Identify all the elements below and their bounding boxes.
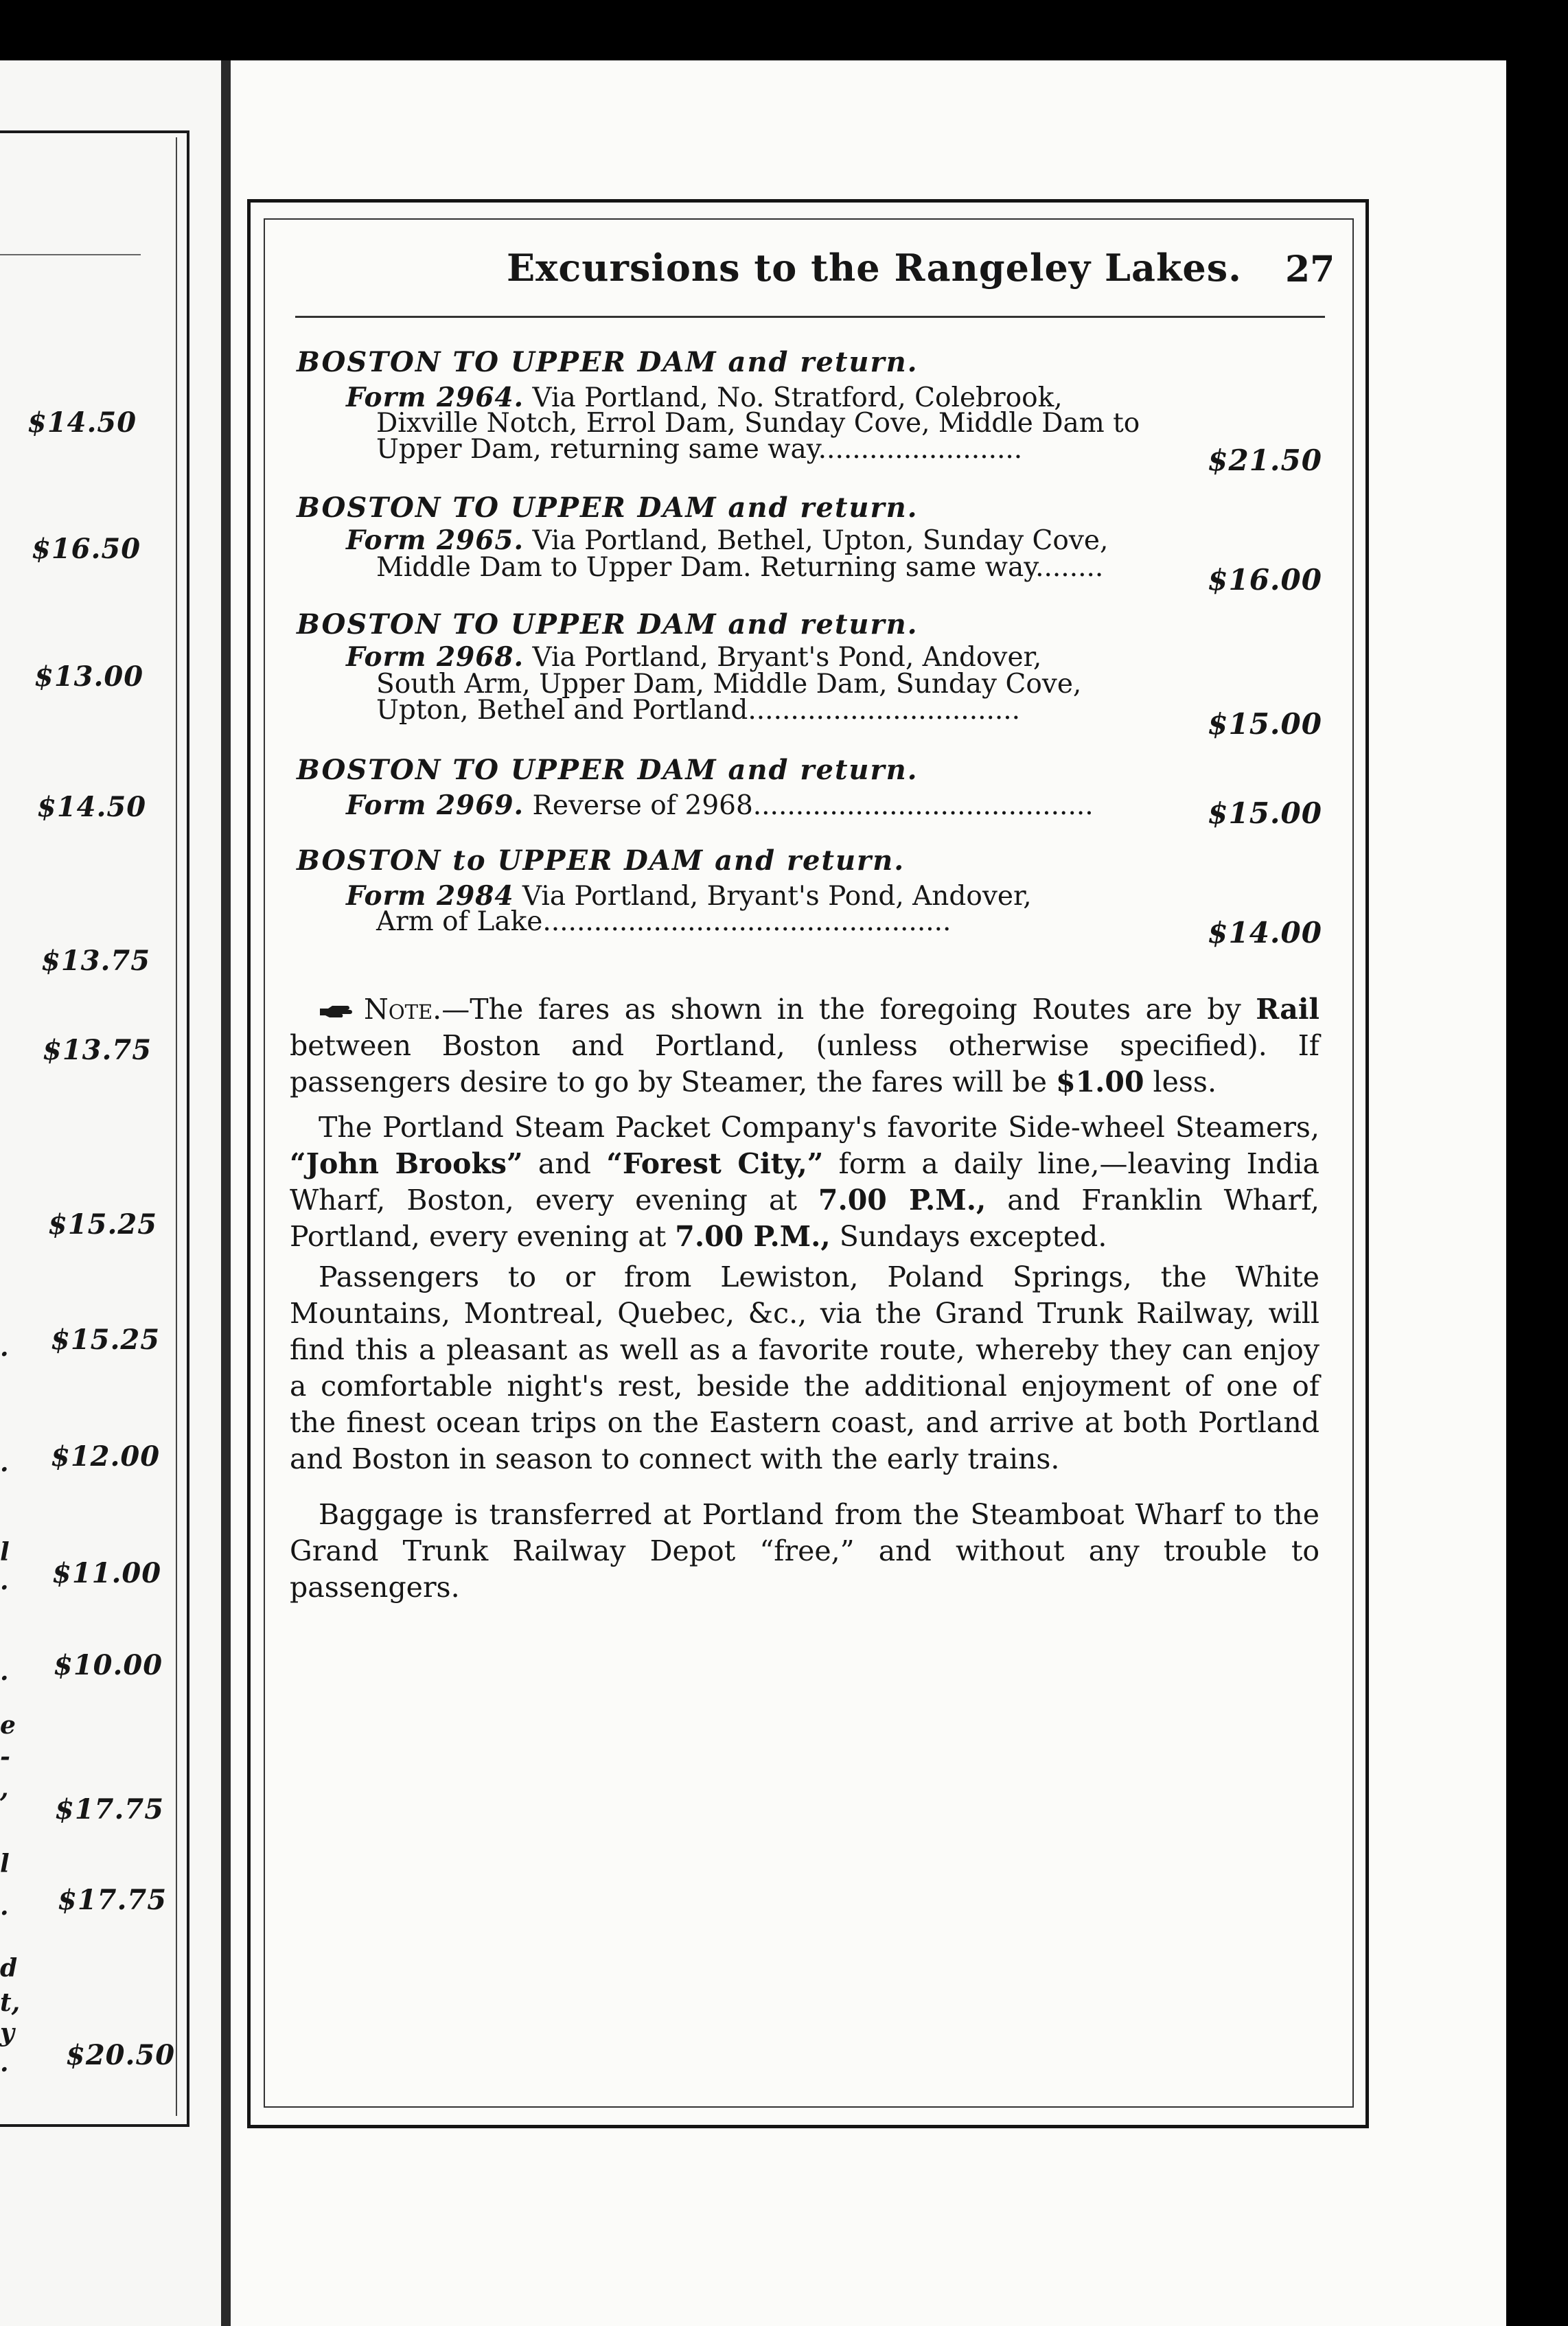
left-price: $10.00 [54, 1649, 163, 1681]
route-text: Reverse of 2968........................................ [532, 790, 1094, 821]
left-text-fragment: l [0, 1538, 10, 1567]
pointing-hand-icon [319, 1004, 357, 1020]
running-header-title: Excursions to the Rangeley Lakes. [507, 246, 1242, 290]
left-text-fragment: . [0, 1449, 9, 1477]
route-line: South Arm, Upper Dam, Middle Dam, Sunday Cove, [376, 669, 1082, 700]
left-text-fragment: - [0, 1742, 10, 1771]
baggage-paragraph [290, 1497, 1319, 1606]
left-text-fragment: t, [0, 1988, 21, 2017]
left-text-fragment: d [0, 1954, 18, 1983]
route-text: Via Portland, Bethel, Upton, Sunday Cove, [532, 525, 1109, 556]
note-label: Note. [364, 993, 442, 1026]
route-price: $15.00 [1208, 796, 1322, 830]
left-price: $20.50 [66, 2039, 176, 2071]
baggage-text: Baggage is transferred at Portland from the Steamboat Wharf to the Grand Trunk Railway Depot “free,” and without any trouble to passengers. [290, 1498, 1319, 1604]
left-page-header-rule [0, 254, 141, 255]
passengers-paragraph [290, 1259, 1319, 1477]
note-rail: Rail [1256, 993, 1319, 1026]
route-line: Middle Dam to Upper Dam. Returning same way........ [376, 552, 1104, 583]
route-price: $14.00 [1208, 916, 1322, 949]
route-text: Via Portland, Bryant's Pond, Andover, [522, 881, 1032, 912]
form-number: Form 2984 [346, 880, 514, 912]
left-text-fragment: e [0, 1711, 16, 1740]
left-text-fragment: l [0, 1850, 10, 1878]
route-title: BOSTON TO UPPER DAM and return. [297, 608, 919, 641]
left-price: $15.25 [48, 1208, 158, 1241]
route-text: Via Portland, Bryant's Pond, Andover, [532, 642, 1042, 673]
route-line: Upper Dam, returning same way........................ [376, 434, 1023, 465]
form-number: Form 2965. [346, 525, 524, 556]
left-text-fragment: , [0, 1774, 9, 1803]
route-price: $21.50 [1208, 444, 1322, 477]
left-price: $14.50 [27, 406, 137, 439]
route-line: Upton, Bethel and Portland................................ [376, 695, 1021, 726]
route-title: BOSTON to UPPER DAM and return. [297, 844, 906, 877]
left-price: $14.50 [37, 791, 147, 823]
steamers-text: and Franklin Wharf, Portland, every evening at [290, 1184, 1319, 1253]
note-text: between Boston and Portland, (unless otherwise specified). If passengers desire to go by Steamer, the fares will be [290, 1029, 1319, 1098]
steamers-text: form a daily line,—leaving India Wharf, Boston, every evening at [290, 1147, 1319, 1217]
form-number: Form 2964. [346, 382, 524, 413]
route-line [346, 527, 1108, 554]
book-gutter [221, 60, 231, 2326]
route-line: Dixville Notch, Errol Dam, Sunday Cove, Middle Dam to [376, 408, 1140, 439]
steamers-text: Sundays excepted. [830, 1220, 1107, 1253]
route-line [346, 641, 1042, 673]
left-price: $12.00 [51, 1440, 161, 1473]
departure-time: 7.00 P.M., [818, 1184, 987, 1217]
form-number: Form 2969. [346, 790, 524, 821]
passengers-text: Passengers to or from Lewiston, Poland Springs, the White Mountains, Montreal, Quebec, &c., via the Grand Trunk Railway, will find this a pleasant as well as a favorite route, whereby they can enjoy a comfortable night's rest, beside the additional enjoyment of one of the finest ocean trips on the Eastern coast, and arrive at both Portland and Boston in season to connect with the early trains. [290, 1260, 1319, 1475]
route-title: BOSTON TO UPPER DAM and return. [297, 346, 919, 378]
left-text-fragment: y [0, 2018, 14, 2047]
left-price: $17.75 [58, 1884, 168, 1916]
left-price: $17.75 [55, 1793, 165, 1826]
header-rule [295, 316, 1325, 318]
left-price: $11.00 [52, 1557, 162, 1589]
note-text: —The fares as shown in the foregoing Routes are by [441, 993, 1256, 1026]
note-paragraph [290, 991, 1319, 1101]
left-price: $13.75 [43, 1034, 152, 1066]
left-price: $13.75 [41, 945, 151, 977]
route-title: BOSTON TO UPPER DAM and return. [297, 754, 919, 786]
left-price: $13.00 [34, 660, 144, 693]
route-title: BOSTON TO UPPER DAM and return. [297, 492, 919, 524]
route-price: $16.00 [1208, 563, 1322, 597]
steamers-paragraph [290, 1109, 1319, 1255]
departure-time: 7.00 P.M., [675, 1220, 831, 1253]
left-text-fragment: . [0, 1333, 9, 1362]
steamers-text: The Portland Steam Packet Company's favorite Side-wheel Steamers, [319, 1111, 1319, 1144]
page-number: 27 [1285, 249, 1335, 290]
steamer-name: “John Brooks” [290, 1147, 523, 1180]
note-text: less. [1144, 1066, 1217, 1098]
steamers-text: and [522, 1147, 607, 1180]
form-number: Form 2968. [346, 641, 524, 673]
route-line: Arm of Lake................................................ [376, 906, 952, 937]
left-price: $15.25 [51, 1324, 161, 1356]
left-price: $16.50 [32, 533, 141, 565]
note-amount: $1.00 [1056, 1066, 1144, 1098]
route-text: Via Portland, No. Stratford, Colebrook, [532, 382, 1063, 413]
route-price: $15.00 [1208, 707, 1322, 741]
steamer-name: “Forest City,” [606, 1147, 824, 1180]
left-text-fragment: . [0, 1567, 9, 1596]
left-text-fragment: . [0, 1892, 9, 1921]
left-text-fragment: . [0, 1657, 9, 1686]
route-line [346, 792, 1094, 819]
left-text-fragment: . [0, 2049, 9, 2077]
